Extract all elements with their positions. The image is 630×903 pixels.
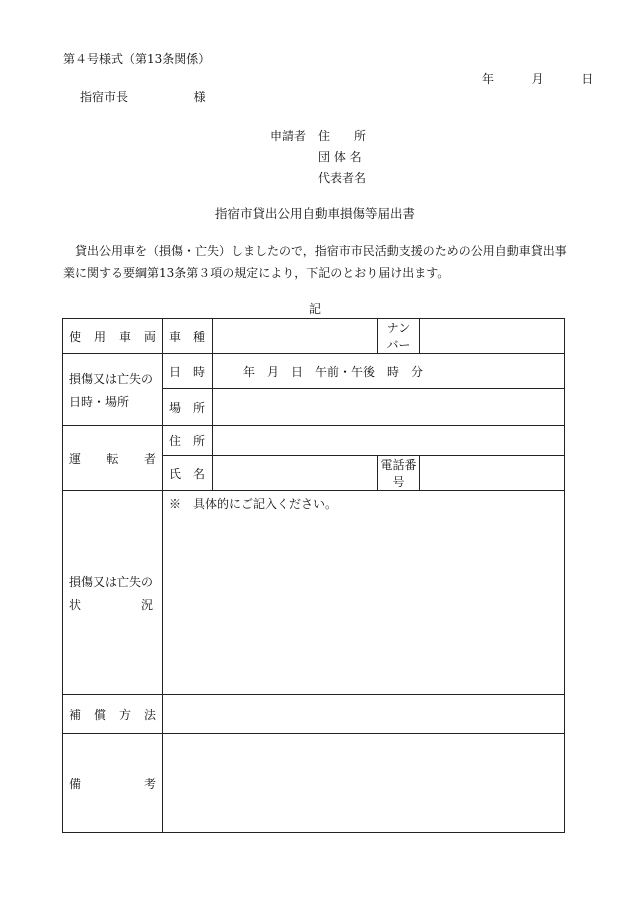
date-day: 日 bbox=[581, 72, 594, 86]
car-type-label: 車 種 bbox=[163, 319, 213, 354]
datetime-label-cell bbox=[63, 354, 163, 426]
car-type-field[interactable] bbox=[213, 319, 378, 354]
compensation-row bbox=[63, 695, 565, 734]
date-year: 年 bbox=[482, 72, 495, 86]
number-field[interactable] bbox=[420, 319, 565, 354]
situation-field[interactable] bbox=[163, 491, 565, 695]
number-label: ナンバー bbox=[378, 319, 420, 354]
driver-name-field[interactable] bbox=[213, 456, 378, 491]
applicant-block bbox=[270, 126, 366, 189]
datetime-label-line2: 日時・場所 bbox=[69, 394, 130, 409]
body-text: 貸出公用車を（損傷・亡失）しましたので，指宿市市民活動支援のための公用自動車貸出事業に関する要綱第13条第３項の規定により，下記のとおり届け出ます。 bbox=[63, 244, 567, 280]
report-table bbox=[62, 318, 565, 833]
remarks-row bbox=[63, 734, 565, 833]
applicant-label: 申請者 bbox=[270, 129, 307, 143]
phone-label: 電話番号 bbox=[378, 456, 420, 491]
datetime-row bbox=[63, 354, 565, 389]
vehicle-row bbox=[63, 319, 565, 354]
situation-label-line2: 状 況 bbox=[69, 597, 154, 612]
driver-name-label: 氏 名 bbox=[163, 456, 213, 491]
driver-label-cell bbox=[63, 426, 163, 491]
situation-label-line1: 損傷又は亡失の bbox=[69, 574, 154, 589]
situation-label-cell bbox=[63, 491, 163, 695]
place-label: 場 所 bbox=[163, 389, 213, 426]
driver-label: 運 転 者 bbox=[69, 451, 156, 466]
driver-address-field[interactable] bbox=[213, 426, 565, 456]
compensation-field[interactable] bbox=[163, 695, 565, 734]
remarks-field[interactable] bbox=[163, 734, 565, 833]
phone-field[interactable] bbox=[420, 456, 565, 491]
place-field[interactable] bbox=[213, 389, 565, 426]
datetime-label: 日 時 bbox=[163, 354, 213, 389]
compensation-label: 補 償 方 法 bbox=[69, 707, 156, 722]
driver-address-row bbox=[63, 426, 565, 456]
applicant-group-label: 団 体 名 bbox=[318, 150, 362, 164]
situation-note: ※ 具体的にご記入ください。 bbox=[169, 497, 338, 511]
remarks-label: 備 考 bbox=[69, 776, 156, 791]
driver-address-label: 住 所 bbox=[163, 426, 213, 456]
applicant-representative-label: 代表者名 bbox=[318, 171, 367, 185]
compensation-label-cell bbox=[63, 695, 163, 734]
situation-row bbox=[63, 491, 565, 695]
vehicle-label: 使 用 車 両 bbox=[69, 329, 156, 344]
remarks-label-cell bbox=[63, 734, 163, 833]
addressee bbox=[80, 88, 206, 105]
datetime-label-line1: 損傷又は亡失の bbox=[69, 371, 154, 386]
date-month: 月 bbox=[531, 72, 544, 86]
date-line bbox=[482, 70, 593, 87]
form-number: 第４号様式（第13条関係） bbox=[63, 52, 211, 66]
applicant-address-label: 住 所 bbox=[318, 129, 367, 143]
addressee-honorific: 様 bbox=[193, 90, 206, 104]
ki-heading: 記 bbox=[308, 302, 321, 316]
document-title: 指宿市貸出公用自動車損傷等届出書 bbox=[214, 206, 415, 221]
vehicle-label-cell bbox=[63, 319, 163, 354]
datetime-field[interactable]: 年 月 日 午前・午後 時 分 bbox=[213, 354, 565, 389]
addressee-name: 指宿市長 bbox=[80, 90, 129, 104]
